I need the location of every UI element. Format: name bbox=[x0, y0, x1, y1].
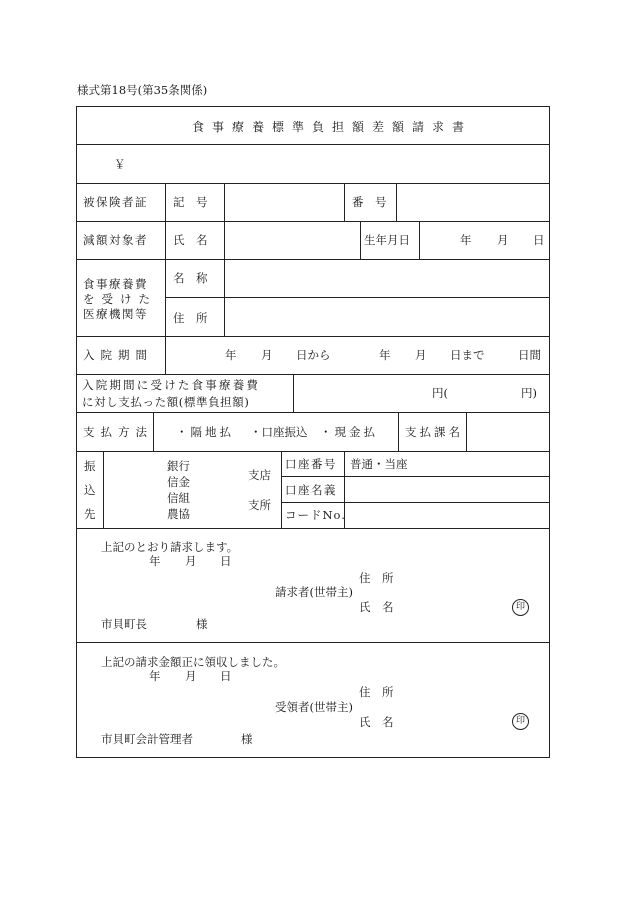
row-divider bbox=[165, 297, 549, 298]
code-number-field[interactable] bbox=[346, 504, 546, 526]
row-divider bbox=[77, 528, 549, 529]
period-from-month: 月 bbox=[261, 348, 273, 362]
reduced-name-field[interactable] bbox=[226, 224, 358, 257]
form-title: 食事療養標準負担額差額請求書 bbox=[192, 120, 473, 134]
payment-label: 支払方法 bbox=[83, 425, 153, 439]
row-divider bbox=[77, 259, 549, 260]
col-divider bbox=[344, 183, 345, 221]
account-name-label: 口座名義 bbox=[285, 483, 337, 497]
col-divider bbox=[466, 412, 467, 451]
account-type-value: 普通・当座 bbox=[350, 457, 408, 471]
paid-label-2: に対し支払った額(標準負担額) bbox=[82, 395, 250, 409]
col-divider bbox=[360, 221, 361, 259]
row-divider bbox=[77, 412, 549, 413]
receiver-label: 受領者(世帯主) bbox=[275, 700, 353, 714]
period-to-month: 月 bbox=[415, 348, 427, 362]
row-divider bbox=[77, 221, 549, 222]
reduced-label: 減額対象者 bbox=[83, 233, 148, 247]
branch-type-shisho: 支所 bbox=[248, 498, 271, 512]
paid-label-1: 入院期間に受けた食事療養費 bbox=[82, 378, 261, 392]
period-to-year: 年 bbox=[379, 348, 391, 362]
insured-label: 被保険者証 bbox=[83, 195, 148, 209]
dob-month: 月 bbox=[497, 233, 509, 247]
claimant-label: 請求者(世帯主) bbox=[275, 585, 353, 599]
receipt-statement: 上記の請求金額正に領収しました。 bbox=[101, 655, 285, 669]
payment-option-transfer[interactable]: ・口座振込 bbox=[250, 425, 308, 439]
period-from-year: 年 bbox=[225, 348, 237, 362]
institution-address-label: 住 所 bbox=[173, 311, 208, 325]
row-divider bbox=[77, 451, 549, 452]
request-sama: 様 bbox=[196, 617, 208, 631]
request-statement: 上記のとおり請求します。 bbox=[101, 540, 239, 554]
dob-day: 日 bbox=[533, 233, 545, 247]
bank-type-shinkin: 信金 bbox=[167, 475, 190, 489]
request-name-label: 氏 名 bbox=[359, 600, 394, 614]
institution-label-2: を受けた bbox=[83, 292, 157, 306]
code-number-label: コードNo. bbox=[285, 508, 346, 522]
payment-section-label: 支払課名 bbox=[405, 425, 463, 439]
account-number-label: 口座番号 bbox=[285, 457, 337, 471]
transfer-label-3: 先 bbox=[84, 507, 96, 521]
col-divider bbox=[281, 451, 282, 528]
col-divider bbox=[396, 183, 397, 221]
col-divider bbox=[419, 221, 420, 259]
insured-number-field[interactable] bbox=[398, 186, 546, 219]
receipt-sama: 様 bbox=[241, 732, 253, 746]
payment-option-cash[interactable]: ・現金払 bbox=[320, 425, 378, 439]
receipt-day: 日 bbox=[220, 669, 232, 683]
period-days: 日間 bbox=[518, 348, 541, 362]
col-divider bbox=[224, 183, 225, 336]
paid-yen-open: 円( bbox=[432, 386, 448, 400]
row-divider bbox=[281, 502, 549, 503]
bank-type-nokyo: 農協 bbox=[167, 507, 190, 521]
row-divider bbox=[281, 476, 549, 477]
col-divider bbox=[165, 336, 166, 374]
transfer-label-1: 振 bbox=[84, 459, 96, 473]
bank-type-shinkumi: 信組 bbox=[167, 491, 190, 505]
insured-symbol-field[interactable] bbox=[226, 186, 342, 219]
receipt-address-label: 住 所 bbox=[359, 685, 394, 699]
institution-name-label: 名 称 bbox=[173, 271, 208, 285]
bank-type-bank: 銀行 bbox=[167, 459, 190, 473]
period-label: 入院期間 bbox=[83, 348, 153, 362]
col-divider bbox=[293, 374, 294, 412]
request-day: 日 bbox=[220, 554, 232, 568]
form-number: 様式第18号(第35条関係) bbox=[77, 83, 208, 97]
institution-label-1: 食事療養費 bbox=[83, 277, 148, 291]
yen-symbol: ￥ bbox=[114, 157, 126, 171]
request-address-label: 住 所 bbox=[359, 571, 394, 585]
amount-field[interactable] bbox=[135, 148, 545, 178]
request-addressee: 市貝町長 bbox=[101, 617, 147, 631]
receipt-year: 年 bbox=[149, 669, 161, 683]
receipt-month: 月 bbox=[185, 669, 197, 683]
receipt-seal-icon: 印 bbox=[512, 713, 529, 730]
paid-yen-close: 円) bbox=[521, 386, 537, 400]
transfer-label-2: 込 bbox=[84, 483, 96, 497]
period-until: 日まで bbox=[450, 348, 485, 362]
account-name-field[interactable] bbox=[346, 478, 546, 500]
institution-address-field[interactable] bbox=[226, 300, 546, 334]
col-divider bbox=[398, 412, 399, 451]
dob-year: 年 bbox=[460, 233, 472, 247]
receipt-name-label: 氏 名 bbox=[359, 715, 394, 729]
institution-name-field[interactable] bbox=[226, 262, 546, 295]
col-divider bbox=[103, 451, 104, 528]
period-from: 日から bbox=[296, 348, 331, 362]
branch-type-shiten: 支店 bbox=[248, 468, 271, 482]
row-divider bbox=[77, 374, 549, 375]
row-divider bbox=[77, 336, 549, 337]
request-month: 月 bbox=[185, 554, 197, 568]
payment-section-field[interactable] bbox=[468, 415, 546, 448]
col-divider bbox=[165, 183, 166, 336]
number-label: 番 号 bbox=[352, 195, 387, 209]
request-year: 年 bbox=[149, 554, 161, 568]
col-divider bbox=[153, 412, 154, 451]
row-divider bbox=[77, 642, 549, 643]
dob-label: 生年月日 bbox=[364, 233, 410, 247]
name-label: 氏 名 bbox=[173, 233, 208, 247]
row-divider bbox=[77, 183, 549, 184]
institution-label-3: 医療機関等 bbox=[83, 307, 148, 321]
receipt-addressee: 市貝町会計管理者 bbox=[101, 732, 193, 746]
payment-option-remote[interactable]: ・隔地払 bbox=[176, 425, 234, 439]
row-divider bbox=[77, 144, 549, 145]
symbol-label: 記 号 bbox=[173, 195, 208, 209]
request-seal-icon: 印 bbox=[512, 599, 529, 616]
